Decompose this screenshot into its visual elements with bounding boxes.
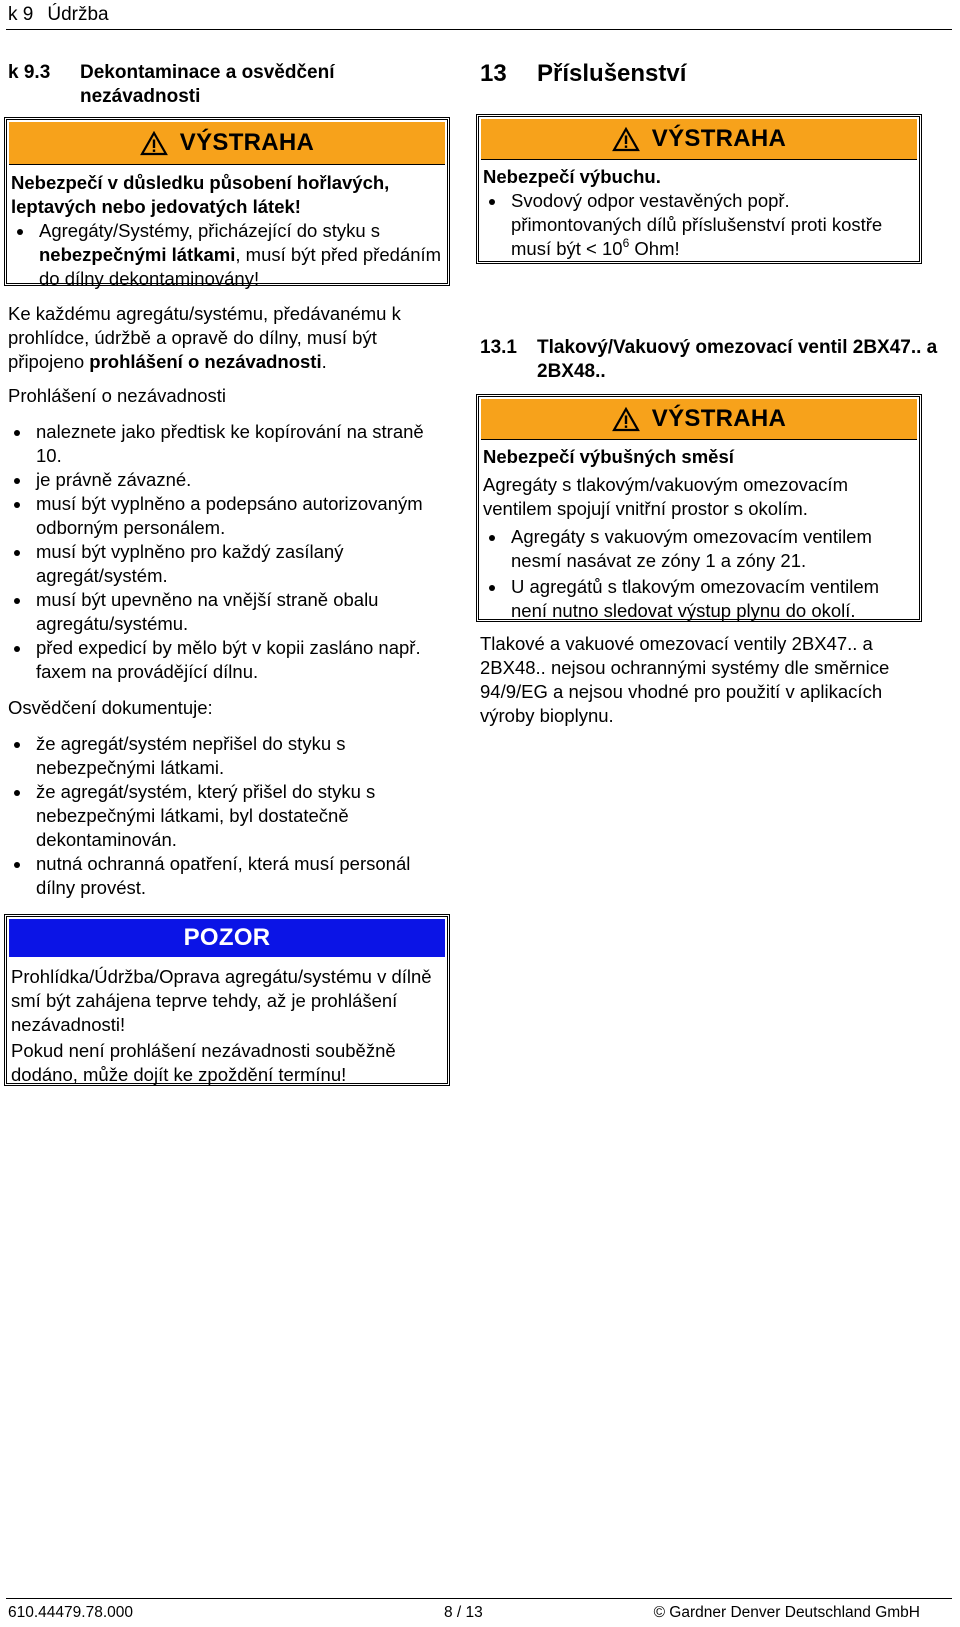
warning-lead: Nebezpečí v důsledku působení hořlavých, leptavých nebo jedovatých látek! xyxy=(11,172,390,217)
section-title: Tlakový/Vakuový omezovací ventil 2BX47.. a 2BX48.. xyxy=(537,337,938,382)
warning-triangle-icon xyxy=(612,407,640,432)
list-item: musí být upevněno na vnější straně obalu agregátu/systému. xyxy=(8,588,448,636)
header-title: Údržba xyxy=(47,4,109,25)
declaration-section xyxy=(8,384,448,684)
warning-triangle-icon xyxy=(612,127,640,152)
list-item: musí být vyplněno a podepsáno autorizovaným odborným personálem. xyxy=(8,492,448,540)
caution-title xyxy=(9,919,445,957)
warning-box-explosion xyxy=(476,114,922,264)
warning-item: Svodový odpor vestavěných popř. přimontovaných dílů příslušenství proti kostře musí být < $10^6$ Ohm! xyxy=(483,189,915,261)
header-chapter: k 9 xyxy=(8,4,34,25)
warning-title xyxy=(9,122,445,165)
caution-paragraph-2: Pokud není prohlášení nezávadnosti souběžně dodáno, může dojít ke zpoždění termínu! xyxy=(11,1040,396,1085)
warning-lead: Nebezpečí výbuchu. xyxy=(483,166,661,187)
section-title: Dekontaminace a osvědčení nezávadnosti xyxy=(80,62,335,107)
caution-paragraph-1: Prohlídka/Údržba/Oprava agregátu/systému v dílně smí být zahájena teprve tehdy, až je prohlášení nezávadnosti! xyxy=(11,966,432,1035)
warning-item: Agregáty s vakuovým omezovacím ventilem nesmí nasávat ze zóny 1 a zóny 21. xyxy=(483,525,915,573)
warning-title xyxy=(481,119,917,160)
list-item: je právně závazné. xyxy=(8,468,448,492)
intro-paragraph: Ke každému agregátu/systému, předávanému k prohlídce, údržbě a opravě do dílny, musí být připojeno prohlášení o nezávadnosti. xyxy=(8,303,401,372)
caution-label: POZOR xyxy=(183,924,271,951)
list-item: před expedicí by mělo být v kopii zasláno např. faxem na provádějící dílnu. xyxy=(8,636,448,684)
list-item: nutná ochranná opatření, která musí personál dílny provést. xyxy=(8,852,448,900)
footer-divider xyxy=(6,1598,952,1599)
warning-lead: Nebezpečí výbušných směsí xyxy=(483,446,734,467)
section-number: 13 xyxy=(480,60,507,87)
section-13-1-heading xyxy=(480,336,940,384)
page-header xyxy=(8,3,123,27)
list-item: že agregát/systém nepřišel do styku s nebezpečnými látkami. xyxy=(8,732,448,780)
footer-page-number: 8 / 13 xyxy=(444,1604,483,1621)
list-item: naleznete jako předtisk ke kopírování na straně 10. xyxy=(8,420,448,468)
warning-item: U agregátů s tlakovým omezovacím ventilem není nutno sledovat výstup plynu do okolí. xyxy=(483,575,915,623)
declaration-heading: Prohlášení o nezávadnosti xyxy=(8,385,227,406)
section-13-heading xyxy=(480,59,940,89)
certificate-section xyxy=(8,696,448,900)
list-item: musí být vyplněno pro každý zasílaný agregát/systém. xyxy=(8,540,448,588)
section-title: Příslušenství xyxy=(537,60,687,87)
warning-box-explosive-mixtures xyxy=(476,394,922,622)
section-number: k 9.3 xyxy=(8,62,51,83)
warning-triangle-icon xyxy=(140,131,168,156)
warning-box-decontamination xyxy=(4,117,450,289)
warning-text: Agregáty s tlakovým/vakuovým omezovacím ventilem spojují vnitřní prostor s okolím. xyxy=(483,474,848,519)
certificate-heading: Osvědčení dokumentuje: xyxy=(8,697,213,718)
section-9-3-heading xyxy=(8,61,448,109)
warning-item: Agregáty/Systémy, přicházející do styku s nebezpečnými látkami, musí být před předáním do dílny dekontaminovány! xyxy=(11,219,443,291)
footer-doc-number: 610.44479.78.000 xyxy=(8,1604,133,1621)
warning-label: VÝSTRAHA xyxy=(179,129,315,156)
warning-label: VÝSTRAHA xyxy=(651,405,787,432)
warning-label: VÝSTRAHA xyxy=(651,125,787,152)
header-divider xyxy=(6,29,952,30)
warning-title xyxy=(481,399,917,440)
footer-copyright: © Gardner Denver Deutschland GmbH xyxy=(653,1604,920,1621)
section-number: 13.1 xyxy=(480,337,517,358)
list-item: že agregát/systém, který přišel do styku s nebezpečnými látkami, byl dostatečně dekontaminován. xyxy=(8,780,448,852)
caution-box xyxy=(4,914,450,1086)
valve-paragraph: Tlakové a vakuové omezovací ventily 2BX47.. a 2BX48.. nejsou ochrannými systémy dle směrnice 94/9/EG a nejsou vhodné pro použití v aplikacích výroby bioplynu. xyxy=(480,633,890,726)
